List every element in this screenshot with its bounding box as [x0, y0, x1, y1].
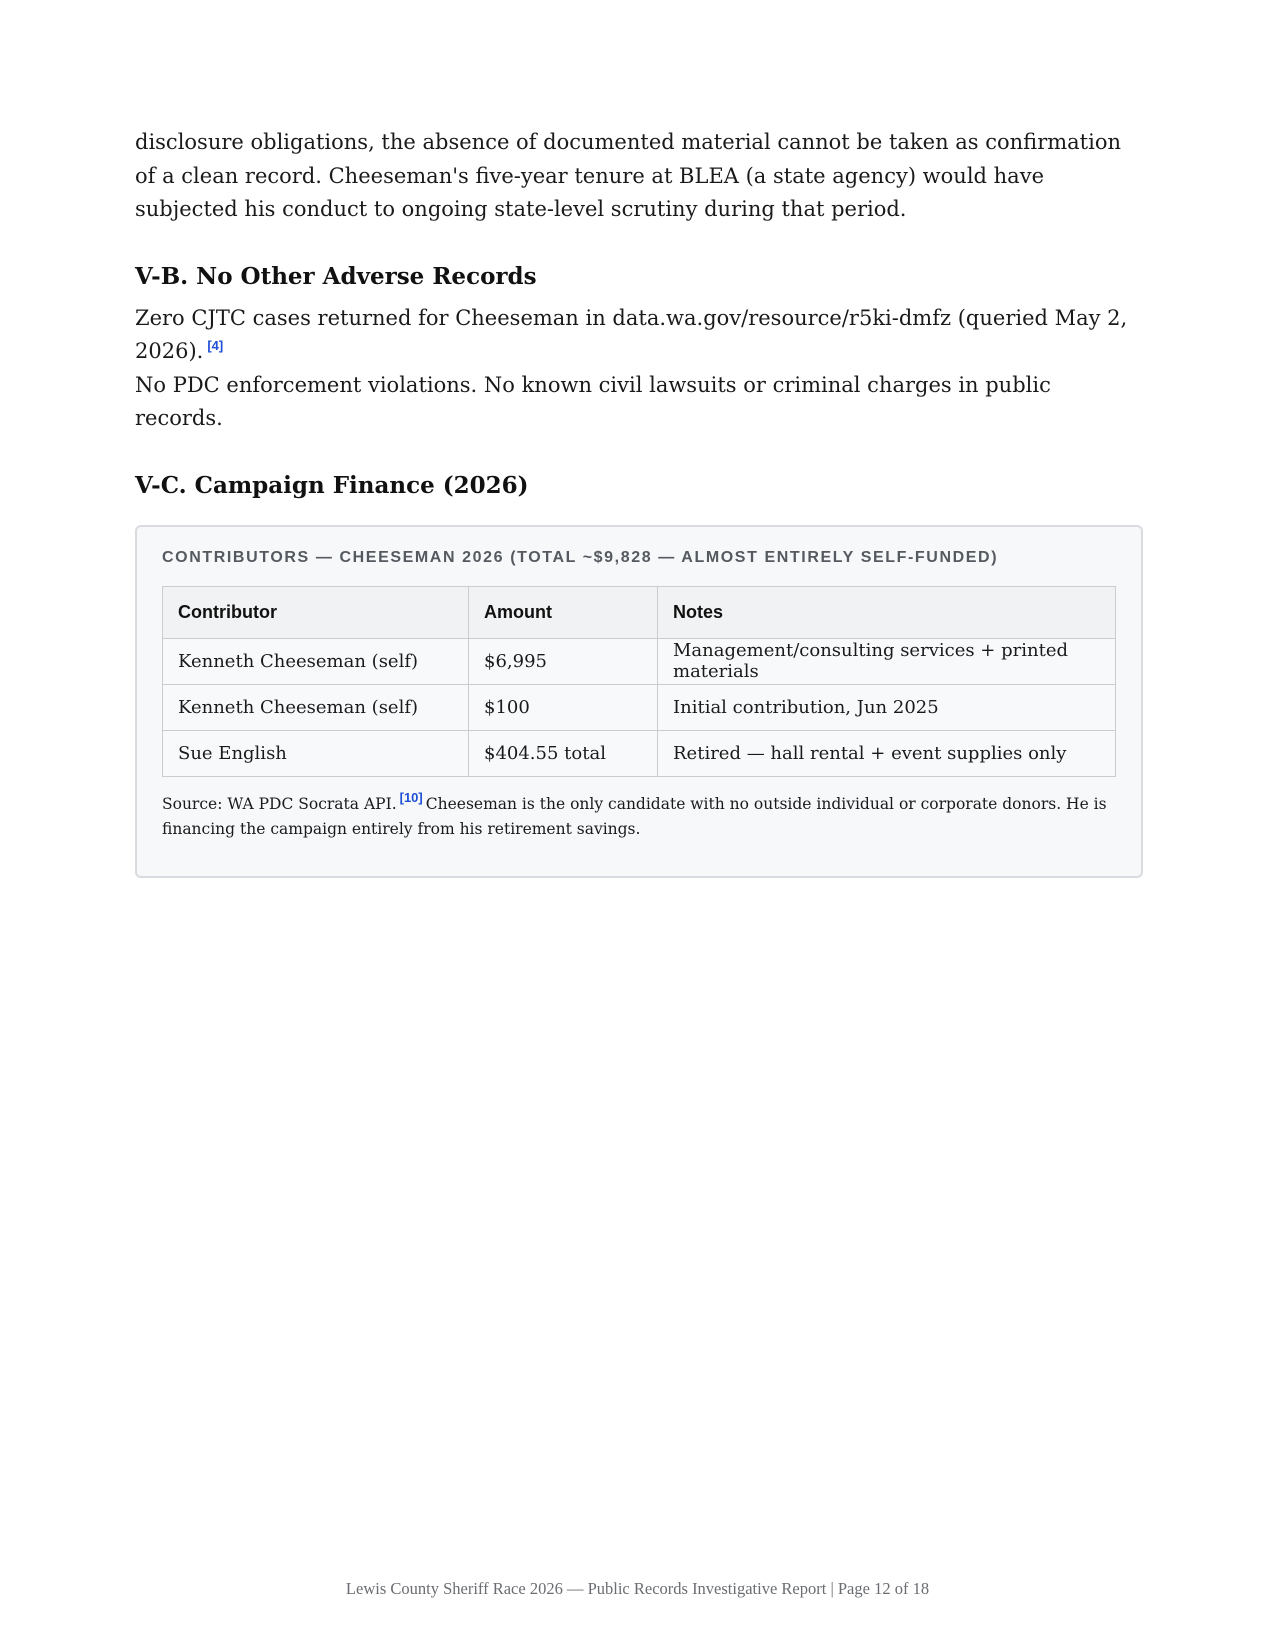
page-footer: Lewis County Sheriff Race 2026 — Public Records Investigative Report | Page 12 of 18: [345, 1579, 930, 1598]
notes-cell: Initial contribution, Jun 2025: [658, 684, 1116, 730]
section-vb-text-before-cite: Zero CJTC cases returned for Cheeseman in data.wa.gov/resource/r5ki-dmfz (queried May 2, 2026).: [135, 305, 1128, 363]
table-row: [163, 684, 1116, 730]
amount-cell: $404.55 total: [469, 730, 658, 776]
source-text-after-cite: Cheeseman is the only candidate with no outside individual or corporate donors. He is financing the campaign entirely from his retirement savings.: [162, 794, 1107, 838]
column-header-amount: Amount: [469, 586, 658, 638]
source-note: [162, 792, 1116, 842]
section-heading-vc: V-C. Campaign Finance (2026): [135, 471, 529, 499]
contributors-box-title: CONTRIBUTORS — CHEESEMAN 2026 (TOTAL ~$9,828 — ALMOST ENTIRELY SELF-FUNDED): [162, 548, 999, 566]
table-header-row: [163, 586, 1116, 638]
citation-link-10[interactable]: [10]: [399, 790, 423, 806]
source-text-before-cite: Source: WA PDC Socrata API.: [162, 794, 397, 813]
section-heading-vb: V-B. No Other Adverse Records: [135, 262, 537, 290]
notes-cell: Retired — hall rental + event supplies only: [658, 730, 1116, 776]
amount-cell: $100: [469, 684, 658, 730]
contributors-table: [162, 586, 1116, 777]
intro-paragraph: disclosure obligations, the absence of documented material cannot be taken as confirmation of a clean record. Cheeseman's five-year tenure at BLEA (a state agency) would have subjected his conduct to ongoing state-level scrutiny during that period.: [135, 130, 1121, 221]
contributor-cell: Kenneth Cheeseman (self): [163, 684, 469, 730]
campaign-finance-box: [135, 525, 1143, 878]
amount-cell: $6,995: [469, 638, 658, 684]
column-header-contributor: Contributor: [163, 586, 469, 638]
citation-link-4[interactable]: [4]: [207, 338, 224, 353]
table-row: [163, 730, 1116, 776]
page-content: [135, 126, 1143, 878]
section-vb-text-after-cite: No PDC enforcement violations. No known civil lawsuits or criminal charges in public records.: [135, 372, 1051, 430]
notes-cell: Management/consulting services + printed materials: [658, 638, 1116, 684]
table-row: [163, 638, 1116, 684]
contributor-cell: Kenneth Cheeseman (self): [163, 638, 469, 684]
contributor-cell: Sue English: [163, 730, 469, 776]
section-vb-paragraph: [135, 302, 1143, 436]
column-header-notes: Notes: [658, 586, 1116, 638]
